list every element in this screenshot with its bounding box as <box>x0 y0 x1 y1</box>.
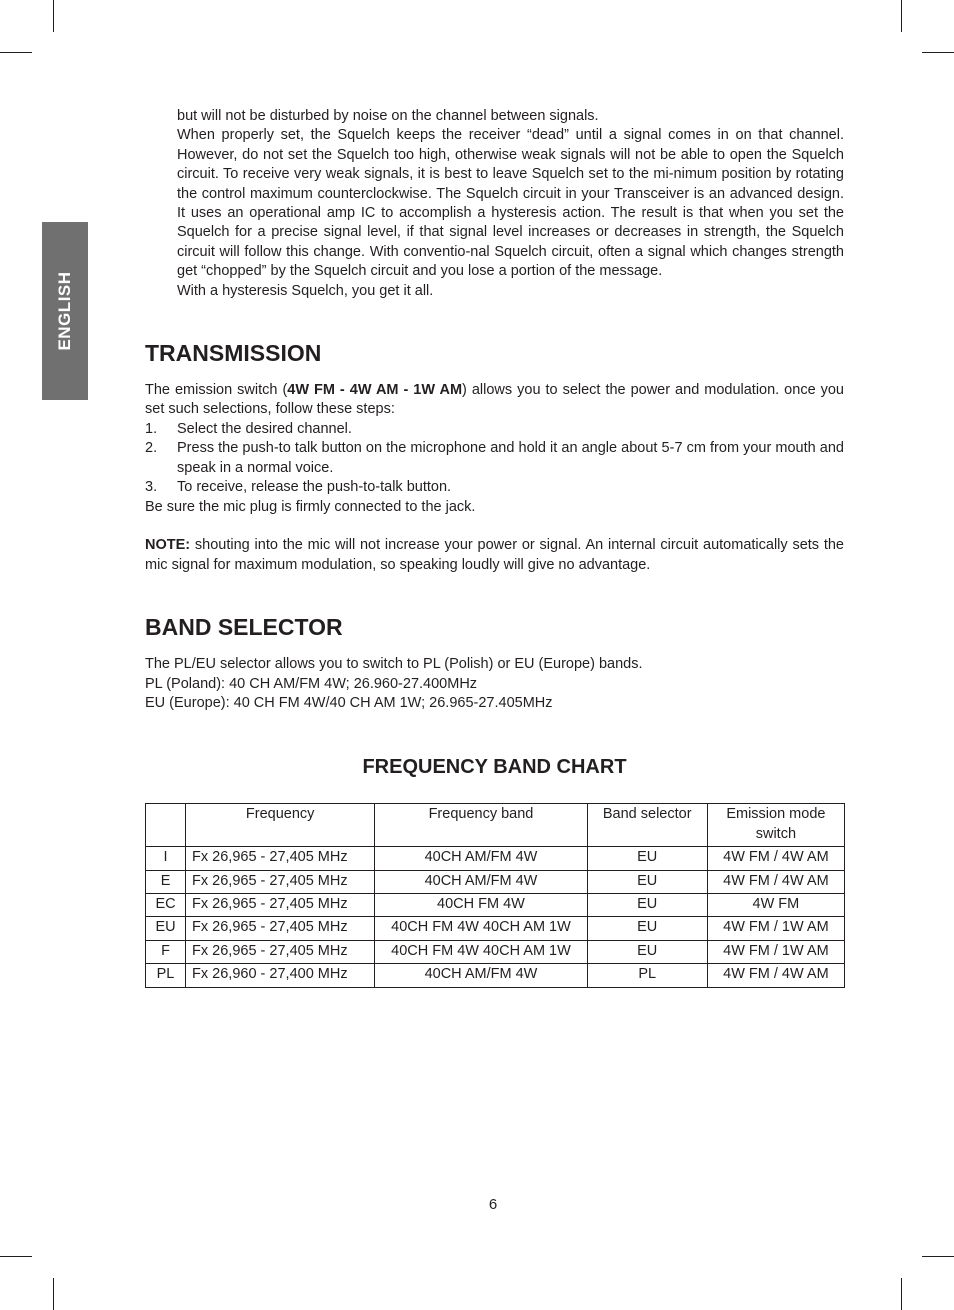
frequency-band-table <box>145 803 845 987</box>
note-label: NOTE: <box>145 537 191 554</box>
frequency-band-cell: 40CH AM/FM 4W <box>375 847 587 870</box>
band-selector-line: The PL/EU selector allows you to switch to PL (Polish) or EU (Europe) bands. <box>145 656 643 673</box>
header-cell: Frequency band <box>375 804 587 847</box>
country-code-cell: I <box>146 847 186 870</box>
emission-mode-cell: 4W FM / 1W AM <box>707 917 844 940</box>
transmission-intro <box>145 381 844 420</box>
intro-line: but will not be disturbed by noise on the channel between signals. <box>177 108 599 124</box>
crop-mark <box>901 0 902 32</box>
frequency-band-cell: 40CH FM 4W 40CH AM 1W <box>375 917 587 940</box>
band-selector-line: EU (Europe): 40 CH FM 4W/40 CH AM 1W; 26.965-27.405MHz <box>145 694 553 711</box>
crop-mark <box>0 1256 32 1257</box>
band-selector-cell: PL <box>587 964 707 987</box>
frequency-cell: Fx 26,965 - 27,405 MHz <box>186 940 375 963</box>
table-row <box>146 893 845 916</box>
intro-closing: With a hysteresis Squelch, you get it all. <box>177 282 434 299</box>
note-text: shouting into the mic will not increase your power or signal. An internal circuit automatically sets the mic signal for maximum modulation, so speaking loudly will give no advantage. <box>145 537 844 573</box>
language-side-tab <box>42 222 88 400</box>
transmission-steps <box>145 420 844 498</box>
table-row <box>146 917 845 940</box>
language-label: ENGLISH <box>55 271 74 351</box>
header-cell <box>146 804 186 847</box>
page-content <box>145 107 844 988</box>
emission-mode-cell: 4W FM <box>707 893 844 916</box>
frequency-chart-title: FREQUENCY BAND CHART <box>362 756 627 779</box>
frequency-band-cell: 40CH AM/FM 4W <box>375 964 587 987</box>
table-row <box>146 940 845 963</box>
country-code-cell: EC <box>146 893 186 916</box>
emission-mode-cell: 4W FM / 4W AM <box>707 847 844 870</box>
frequency-band-cell: 40CH FM 4W 40CH AM 1W <box>375 940 587 963</box>
country-code-cell: E <box>146 870 186 893</box>
header-cell: Band selector <box>587 804 707 847</box>
crop-mark <box>922 52 954 53</box>
emission-switch-values: 4W FM - 4W AM - 1W AM <box>287 382 463 399</box>
emission-mode-cell: 4W FM / 4W AM <box>707 870 844 893</box>
header-cell: Frequency <box>186 804 375 847</box>
crop-mark <box>53 1278 54 1310</box>
table-row <box>146 847 845 870</box>
step-item <box>145 439 844 478</box>
country-code-cell: PL <box>146 964 186 987</box>
band-selector-cell: EU <box>587 893 707 916</box>
page-number: 6 <box>488 1196 498 1213</box>
country-code-cell: EU <box>146 917 186 940</box>
header-cell: Emission mode switch <box>707 804 844 847</box>
step-text: To receive, release the push-to-talk button. <box>177 479 452 496</box>
step-item <box>145 478 844 497</box>
crop-mark <box>922 1256 954 1257</box>
band-selector-heading: BAND SELECTOR <box>145 614 343 641</box>
table-row <box>146 870 845 893</box>
frequency-band-cell: 40CH FM 4W <box>375 893 587 916</box>
table-row <box>146 964 845 987</box>
step-text: Press the push-to talk button on the microphone and hold it an angle about 5-7 cm from your mouth and speak in a normal voice. <box>177 440 844 476</box>
emission-mode-cell: 4W FM / 4W AM <box>707 964 844 987</box>
transmission-intro-before: The emission switch ( <box>145 382 288 399</box>
crop-mark <box>0 52 32 53</box>
crop-mark <box>901 1278 902 1310</box>
country-code-cell: F <box>146 940 186 963</box>
crop-mark <box>53 0 54 32</box>
transmission-intro-after: ) allows you to select the power and modulation. once you set such selections, follow these steps: <box>145 382 844 418</box>
step-text: Select the desired channel. <box>177 420 352 437</box>
frequency-band-cell: 40CH AM/FM 4W <box>375 870 587 893</box>
band-selector-cell: EU <box>587 917 707 940</box>
intro-paragraph: When properly set, the Squelch keeps the receiver “dead” until a signal comes in on that channel. However, do not set the Squelch too high, otherwise weak signals will not be able to open the Squelch circuit. To receive very weak signals, it is best to leave Squelch set to the mi-nimum position by rotating the control maximum counterclockwise. The Squelch circuit in your Transceiver is an advanced design. It uses an operational amp IC to accomplish a hysteresis action. The result is that when you set the Squelch for a precise signal level, if that signal level increases or decreases in strength, the Squelch circuit will follow this change. With conventio-nal Squelch circuit, often a signal which changes strength get “chopped” by the Squelch circuit and you lose a portion of the message. <box>177 127 844 280</box>
step-item <box>145 420 844 439</box>
frequency-cell: Fx 26,965 - 27,405 MHz <box>186 917 375 940</box>
frequency-cell: Fx 26,960 - 27,400 MHz <box>186 964 375 987</box>
frequency-cell: Fx 26,965 - 27,405 MHz <box>186 893 375 916</box>
band-selector-cell: EU <box>587 870 707 893</box>
frequency-cell: Fx 26,965 - 27,405 MHz <box>186 870 375 893</box>
table-header-row <box>146 804 845 847</box>
emission-mode-cell: 4W FM / 1W AM <box>707 940 844 963</box>
step-number: 2. <box>145 440 158 457</box>
band-selector-line: PL (Poland): 40 CH AM/FM 4W; 26.960-27.400MHz <box>145 675 478 692</box>
note-paragraph <box>145 536 844 575</box>
mic-plug-note: Be sure the mic plug is firmly connected to the jack. <box>145 498 476 515</box>
band-selector-cell: EU <box>587 940 707 963</box>
step-number: 1. <box>145 420 158 437</box>
step-number: 3. <box>145 479 158 496</box>
transmission-heading: TRANSMISSION <box>145 340 322 367</box>
band-selector-cell: EU <box>587 847 707 870</box>
frequency-cell: Fx 26,965 - 27,405 MHz <box>186 847 375 870</box>
